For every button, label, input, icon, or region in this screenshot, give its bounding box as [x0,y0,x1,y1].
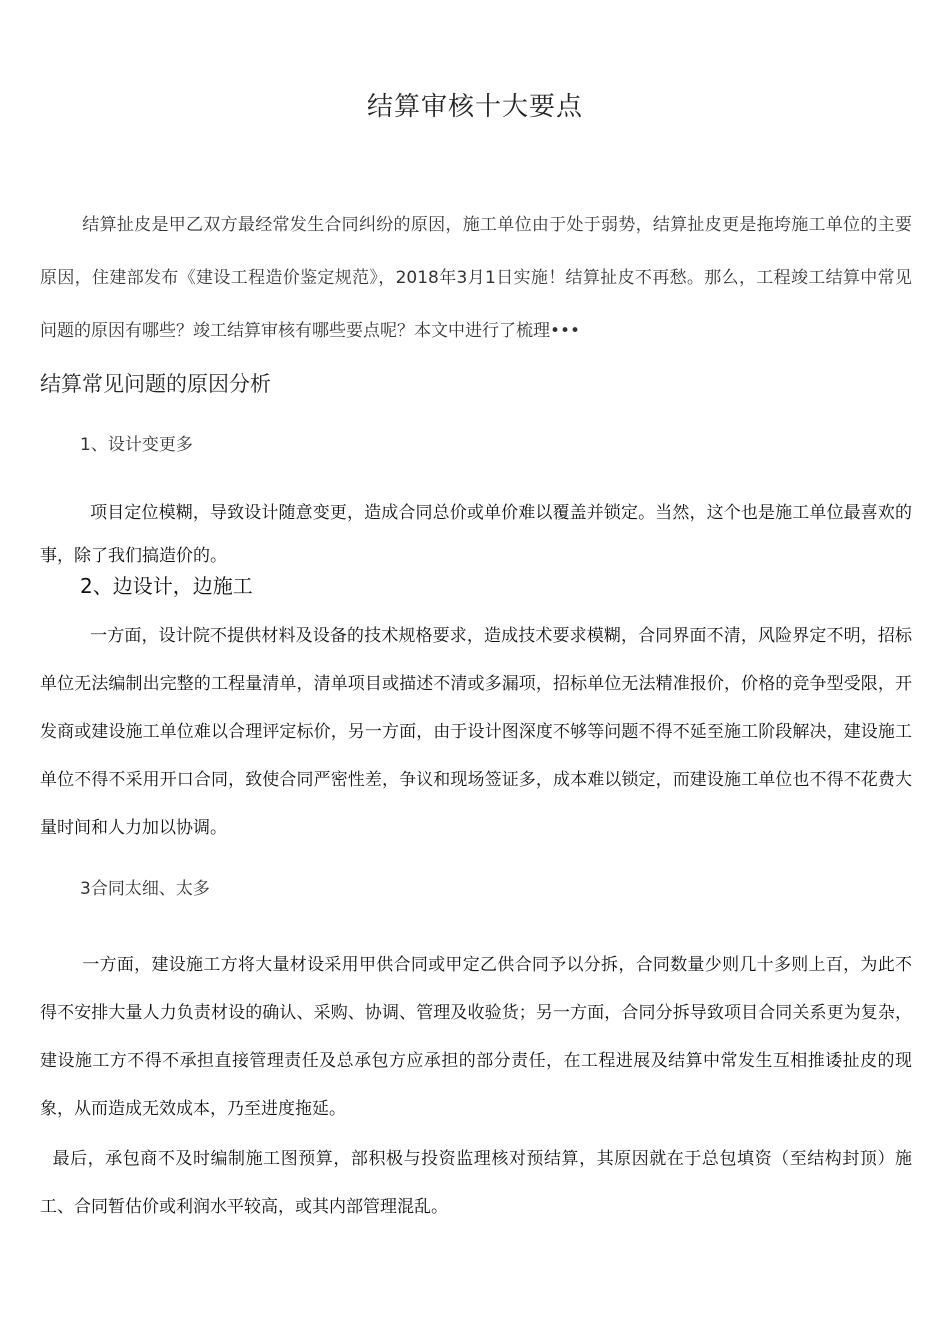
item2-paragraph [40,612,912,852]
item2-heading: 2、边设计，边施工 [80,574,253,598]
item2-text: 一方面，设计院不提供材料及设备的技术规格要求，造成技术要求模糊，合同界面不清，风险界定不明，招标单位无法编制出完整的工程量清单，清单项目或描述不清或多漏项，招标单位无法精准报价，价格的竞争型受限，开发商或建设施工单位难以合理评定标价，另一方面，由于设计图深度不够等问题不得不延至施工阶段解决，建设施工单位不得不采用开口合同，致使合同严密性差，争议和现场签证多，成本难以锁定，而建设施工单位也不得不花费大量时间和人力加以协调。 [40,626,912,838]
item1-paragraph [40,492,912,578]
item3-heading: 3合同太细、太多 [80,879,210,899]
item3-text: 一方面，建设施工方将大量材设采用甲供合同或甲定乙供合同予以分拆，合同数量少则几十多则上百，为此不得不安排大量人力负责材设的确认、采购、协调、管理及收验货；另一方面，合同分拆导致项目合同关系更为复杂，建设施工方不得不承担直接管理责任及总承包方应承担的部分责任，在工程进展及结算中常发生互相推诿扯皮的现象，从而造成无效成本，乃至进度拖延。 [40,955,912,1119]
final-text: 最后，承包商不及时编制施工图预算，部积极与投资监理核对预结算，其原因就在于总包填资（至结构封顶）施工、合同暂估价或利润水平较高，或其内部管理混乱。 [40,1149,912,1217]
document-title: 结算审核十大要点 [366,92,583,122]
final-paragraph [40,1135,912,1231]
intro-text: 结算扯皮是甲乙双方最经常发生合同纠纷的原因，施工单位由于处于弱势，结算扯皮更是拖垮施工单位的主要原因，住建部发布《建设工程造价鉴定规范》，2018年3月1日实施！结算扯皮不再愁。那么，工程竣工结算中常见问题的原因有哪些？竣工结算审核有哪些要点呢？本文中进行了梳理••• [40,215,912,341]
item3-paragraph [40,941,912,1133]
item1-heading: 1、设计变更多 [80,435,193,455]
item1-text: 项目定位模糊，导致设计随意变更，造成合同总价或单价难以覆盖并锁定。当然，这个也是施工单位最喜欢的事，除了我们搞造价的。 [40,503,912,566]
intro-paragraph [40,199,912,358]
section-heading: 结算常见问题的原因分析 [40,372,271,396]
